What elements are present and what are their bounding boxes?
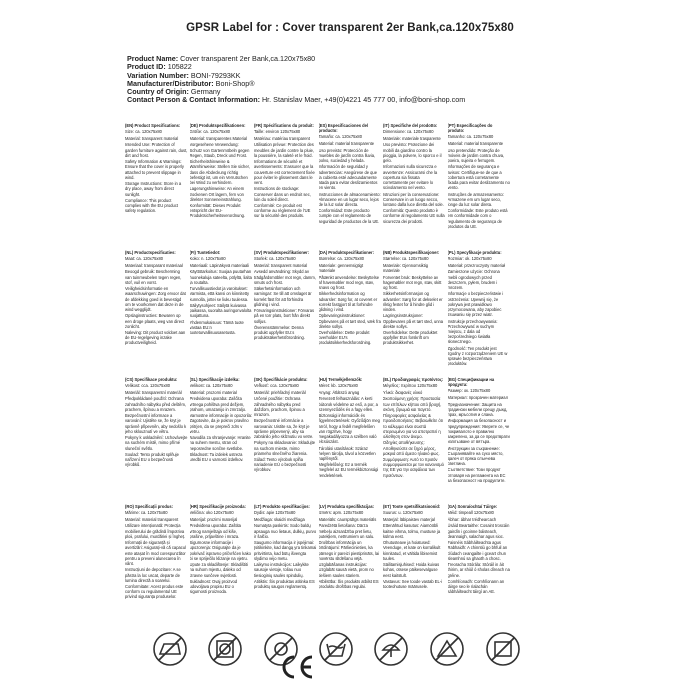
spec-block (512, 377, 577, 504)
spec-paragraph: Överensstämmelse: Denna produkt uppfyller EU:s produktsäkerhetsförordning. (254, 325, 305, 341)
spec-paragraph: Beoogd gebruik: Bescherming van tuinmeubelen tegen regen, stof, vuil en vorst. (125, 269, 182, 285)
do-not-wash-icon (317, 630, 355, 668)
spec-paragraph: Sikkerhedsinformation og advarsler: Sørg for, at coveret er korrekt fastgjort til at forhindre glidning i vind. (318, 291, 378, 312)
spec-block (448, 123, 513, 250)
spec-paragraph: Bezpečnostní informace a varování: Ujistěte se, že kryt je správně připevněn, aby nedošlo k jeho sklouznutí ve větru. (125, 413, 187, 434)
spec-heading: (EL) Προδιαγραφές προϊόντος: (383, 377, 444, 382)
do-not-iron-icon (151, 630, 189, 668)
spec-heading: (ES) Especificaciones del producto: (318, 123, 369, 134)
spec-paragraph: Matériau: matériau transparent (254, 135, 310, 141)
spec-block (190, 377, 255, 504)
spec-paragraph: Varnostne informacije in opozorila: Zagotovite, da je pokrov pravilno pritrjen, da se prepreči zdrs v vetru. (189, 413, 252, 434)
spec-paragraph: Paredzētā lietošana: Dārza mēbeļu aizsardzība pret lietu, putekļiem, netīrumiem un salu. (318, 523, 375, 539)
spec-block (319, 377, 384, 504)
spec-paragraph: Treoracha Stórála: Stóráil in áit thirim, ar shiúl ó sholas díreach na gréine. (447, 562, 510, 578)
spec-paragraph: Izmērs: apm. 120x75x80 (318, 510, 364, 516)
spec-paragraph: Mărime: ca. 120x75x80 (125, 510, 168, 516)
spec-paragraph: Tárolási utasítások: Száraz helyen tárolja, távol a közvetlen napfénytől. (318, 445, 376, 461)
spec-heading: (PL) Specyfikacje produktu: (447, 250, 502, 255)
spec-heading: (SV) Produktspecifikationer: (254, 250, 310, 255)
spec-paragraph: Sigurnosne informacije i upozorenja: Osigurajte da je pokrivač ispravno pričvršćen kako bi se spriječilo klizanje na vjetru. (189, 540, 251, 561)
spec-block (448, 250, 513, 377)
spec-paragraph: Informations de sécurité et avertissements: S'assurer que la couverture est correctement fixée pour éviter le glissement dans le vent. (254, 159, 315, 185)
spec-paragraph: Tamanho: ca. 120x75x80 (447, 134, 494, 140)
spec-block (125, 123, 190, 250)
spec-paragraph: Zgodność: Ten produkt jest zgodny z rozporządzeniem UE w sprawie bezpieczeństwa produktów. (447, 345, 508, 366)
spec-paragraph: Предназначение: Защита на градински мебели срещу дъжд, прах, мръсотия и слана. (447, 401, 508, 417)
spec-paragraph: Informacje o bezpieczeństwie i ostrzeżenia: Upewnij się, że pokrywa jest prawidłowo przymocowana, aby zapobiec zsuwaniu się przez wiatr. (447, 291, 504, 317)
spec-paragraph: Naleving: Dit product voldoet aan de EU-regelgeving inzake productveiligheid. (125, 330, 186, 346)
spec-paragraph: Material: transparent material (125, 135, 179, 141)
spec-block (383, 504, 448, 631)
spec-block (448, 504, 513, 631)
spec-paragraph: Saugumo informacija ir įspėjimai: Įsitikinkite, kad dangą yra tinkamai pritvirtinta, kad būtų išvengta slydimo vėjo metu. (254, 540, 317, 561)
spec-paragraph: Sicherheitshinweise & Warnhinweise: Stellen Sie sicher, dass die Abdeckung richtig befestigt ist, um ein Verrutschen bei Wind zu verhindern. (189, 159, 250, 185)
spec-paragraph: Bezpečnostné informácie a varovania: Uistite sa, že kryt je správne pripevnený, aby sa zabránilo jeho skĺznutiu vo vetre. (254, 418, 314, 439)
spec-paragraph: Материал: прозрачен материал (447, 394, 508, 400)
spec-block (190, 250, 255, 377)
spec-paragraph: Material: transparentes Material (189, 135, 248, 141)
spec-paragraph: Size: ca. 120x75x80 (125, 129, 162, 135)
spec-paragraph: Zamierzone użycie: Ochrona mebli ogrodowych przed deszczem, pyłem, brudem i mrozem. (447, 269, 500, 290)
spec-paragraph: Materiale: materiale trasparente (383, 135, 441, 141)
spec-paragraph: Vorgesehene Verwendung: Schutz von Gartenmöbeln gegen Regen, Staub, Dreck und Frost. (189, 142, 250, 158)
spec-paragraph: Konformität: Dieses Produkt entspricht der EU-Produktsicherheitsverordnung. (189, 203, 246, 219)
spec-paragraph: Sikkerhetsinformasjon og advarsler: Sørg for at dekselet er riktig festet for å hindre glid i vinden. (383, 291, 443, 312)
spec-paragraph: Veiligheidsinformatie en waarschuwingen: Zorg ervoor dat de afdekking goed is bevestigd om te voorkomen dat deze in de wind wegglijdt. (125, 286, 186, 312)
product-info-value: BONI-79293KK (188, 70, 241, 80)
spec-heading: (HR) Specifikacije proizvoda: (189, 504, 246, 509)
spec-paragraph: Maat: ca. 120x75x80 (125, 256, 164, 262)
spec-paragraph: Größe: ca. 120x75x80 (189, 129, 231, 135)
spec-paragraph: Forventet bruk: Beskyttelse av hagemøbler mot regn, støv, skitt og frost. (383, 274, 442, 290)
spec-paragraph: Conformità: Questo prodotto è conforme al regolamento UE sulla sicurezza dei prodotti. (383, 208, 445, 224)
spec-paragraph: Dimensione: ca. 120x75x80 (383, 129, 434, 135)
spec-paragraph: Ettenähtud kasutus: Aiamööbli kaitse vihma, tolmu, mustuse ja külma eest. (383, 523, 441, 539)
spec-paragraph: Información de seguridad y advertencias: Asegúrese de que la cubierta esté adecuadamente atada para evitar deslizamientos en viento. (318, 164, 378, 190)
product-info-value: Cover transparent 2er Bank,ca.120x75x80 (178, 54, 316, 63)
spec-paragraph: Størrelse: ca. 120x75x80 (318, 256, 365, 262)
spec-block (512, 250, 577, 377)
product-info-label: Manufacturer/Distributor: (127, 78, 214, 88)
spec-paragraph: Lagringsinstruksjoner: Oppbevares på et tørt sted, unna direkte sollys. (383, 313, 444, 329)
spec-paragraph: Materiál: priehľadný materiál (254, 389, 306, 395)
spec-heading: (NL) Productspecificaties: (125, 250, 176, 255)
spec-paragraph: Υλικό: διαφανές υλικό (383, 389, 423, 395)
spec-paragraph: Ábhar: ábhar trédhearcach (447, 516, 497, 522)
spec-heading: (RO) Specificații produs: (125, 504, 173, 509)
spec-paragraph: Säilytysohjeet: Säilytä kuivassa paikassa, suoralta auringonvalolta suojattuna. (189, 303, 252, 319)
spec-paragraph: Předpokládané použití: Ochrana zahradního nábytku před deštěm, prachem, špínou a mrazem. (125, 396, 186, 412)
spec-paragraph: Material: material transparent (125, 516, 179, 522)
specifications-grid (125, 123, 577, 631)
spec-paragraph: Materiaal: transparant materiaal (125, 262, 183, 268)
spec-paragraph: Suurus: u. 120x75x80 (383, 510, 423, 516)
spec-paragraph: Velikost: ca. 120x75x80 (189, 383, 233, 389)
spec-paragraph: Yhdenmukaisuus: Tämä tuote vastaa EU:n tuoteturvallisuusasetusta. (189, 320, 244, 336)
protect-from-rain-icon (372, 630, 410, 668)
spec-paragraph: Rozmiar: ok. 120x75x80 (447, 256, 492, 262)
spec-paragraph: Navodila za shranjevanje: Hranite na suhem mestu, stran od neposredne sončne svetlobe. (189, 435, 251, 451)
spec-paragraph: Uso previsto: Protezione dei mobili da giardino contro la pioggia, la polvere, lo sporco e il gelo. (383, 142, 442, 163)
spec-block (383, 250, 448, 377)
spec-heading: (NB) Produktspesifikasjoner: (383, 250, 440, 255)
spec-paragraph: Materjal: läbipaistev materjal (383, 516, 435, 522)
spec-paragraph: Pokyny na skladovanie: Skladujte na suchom mieste, mimo priameho slnečného žiarenia. (254, 440, 315, 456)
spec-paragraph: Informazioni sulla sicurezza e avvertenze: Assicurarsi che la copertura sia fissata correttamente per evitare lo scivolamento nel vento. (383, 164, 438, 190)
spec-paragraph: Käyttötarkoitus: Suojaa puutarhan huonekaluja sateelta, pölyltä, lialta ja routalta. (189, 269, 252, 285)
spec-paragraph: Förvaringsinstruktioner: Förvaras på en torr plats, bort från direkt solljus. (254, 308, 315, 324)
spec-heading: (ET) Toote spetsifikatsioonid: (383, 504, 441, 509)
spec-paragraph: Numatyta paskirtis: Sodo baldų apsauga nuo lietaus, dulkių, purvo ir šalčio. (254, 523, 317, 539)
spec-paragraph: Upute za skladištenje: Skladištiti na suhom mjestu, daleko od izravne sunčeve svjetlosti. (189, 562, 248, 578)
spec-heading: (LT) Produkto specifikacijos: (254, 504, 310, 509)
product-info-row (127, 96, 465, 104)
spec-paragraph: Σκοπούμενη χρήση: Προστασία των επίπλων κήπου από βροχή, σκόνη, βρωμιά και παγετό. (383, 396, 442, 412)
spec-paragraph: Informações de segurança e avisos: Certifique-se de que a cobertura está corretamente fixada para evitar deslizamento no vento. (447, 164, 510, 190)
spec-paragraph: Sukladnost: Ovaj proizvod udovoljava propisu EU o sigurnosti proizvoda. (189, 579, 238, 595)
spec-paragraph: Materiale: gennemsigtigt materiale (318, 262, 364, 273)
spec-paragraph: Veľkosť: cca. 120x75x80 (254, 383, 299, 389)
spec-block (448, 377, 513, 504)
spec-paragraph: Soulad: Tento produkt splňuje nařízení EU o bezpečnosti výrobků. (125, 452, 179, 468)
product-info-label: Product Name: (127, 54, 179, 63)
spec-row (125, 377, 577, 504)
spec-paragraph: Съответствие: Този продукт отговаря на регламента на ЕС за безопасност на продуктите. (447, 467, 506, 483)
spec-paragraph: Comhlíonadh: Comhlíonann an táirge seo le rialachán sábháilteacht táirgí an AE. (447, 579, 505, 595)
spec-paragraph: Instrucțiuni de depozitare: A se păstra la loc uscat, departe de lumina directă a soarelui. (125, 567, 181, 583)
spec-paragraph: Συμμόρφωση: Αυτό το προϊόν συμμορφώνεται με τον κανονισμό της ΕΕ για την ασφάλεια των προϊόντων. (383, 457, 444, 478)
spec-heading: (SL) Specifikacije izdelka: (189, 377, 240, 382)
spec-heading: (PT) Especificações do produto: (447, 123, 493, 134)
spec-paragraph: Conformidade: Este produto está em conformidade com o regulamento de segurança de produtos da UE. (447, 208, 508, 229)
no-bleach-icon (428, 630, 466, 668)
spec-block (190, 504, 255, 631)
spec-paragraph: Instruções de armazenamento: Armazene em um lugar seco, longe da luz solar direta. (447, 191, 504, 207)
spec-paragraph: Pokyny k uskladnění: Uchovávejte na suchém místě, mimo přímé sluneční světlo. (125, 435, 188, 451)
spec-block (319, 123, 384, 250)
spec-paragraph: Vastavus: See toode vastab EL-i tooteohutuse määrusele. (383, 579, 443, 590)
spec-block (319, 504, 384, 631)
spec-paragraph: Informații de siguranță și avertizări: Asigurați-vă că capacul este atașat în mod corespunzător pentru a preveni alunecarea în vânt. (125, 540, 186, 566)
spec-paragraph: Predviđena uporaba: Zaštita vrtnog namještaja od kiše, prašine, prljavštine i mraza. (189, 523, 241, 539)
spec-paragraph: Koko: n. 120x75x80 (189, 256, 226, 262)
spec-paragraph: Drošības informācija un brīdinājumi: Pārliecinieties, ka pārsegs ir pareizi piestiprināts, lai novērstu slīdēšanu vējā. (318, 540, 380, 561)
spec-paragraph: Tamaño: ca. 120x75x80 (318, 134, 362, 140)
spec-paragraph: Storlek: ca. 120x75x80 (254, 256, 296, 262)
spec-paragraph: Conformitate: Acest produs este conform cu regulamentul UE privind siguranța produselor. (125, 584, 184, 600)
spec-paragraph: Určené použitie: Ochrana záhradného nábytku pred dažďom, prachom, špinou a mrazom. (254, 396, 305, 417)
spec-heading: (IT) Specifiche del prodotto: (383, 123, 438, 128)
product-info-value: 105822 (165, 62, 192, 72)
spec-heading: (DE) Produktspezifikationen: (189, 123, 246, 128)
spec-paragraph: Ohutusteave ja hoiatused: Veenduge, et kate on korralikult kinnitatud, et vältida libisemist tuules. (383, 540, 441, 561)
spec-paragraph: Úsáid Beartaithe: Cosaint troscáin gairdín i gcoinne báisteach, deannaigh, salachar agus sioc. (447, 523, 510, 539)
spec-paragraph: Materiaali: Läpinäkyvä materiaali (189, 262, 250, 268)
spec-paragraph: Uso pretendido: Proteção de móveis de jardim contra chuva, poeira, sujeira e ferrugem. (447, 147, 505, 163)
spec-heading: (SK) Špecifikácie produktu: (254, 377, 308, 382)
spec-block (125, 377, 190, 504)
spec-paragraph: Veličina: oko 120x75x80 (189, 510, 234, 516)
spec-paragraph: Compliance: This product complies with the EU product safety regulation. (125, 198, 179, 214)
spec-paragraph: Säilitamisjuhised: Hoida kuivas kohas, otsese päikesevalguse eest kaitstult. (383, 562, 440, 578)
spec-paragraph: Materiāls: caurspīdīgs materiāls (318, 516, 377, 522)
spec-paragraph: Säkerhetsinformation och varningar: Se till att omslaget är korrekt fäst för att förhindra glidning i vind. (254, 286, 312, 307)
spec-paragraph: Material: material transparente (318, 140, 375, 146)
spec-paragraph: Megfelelőség: Ez a termék megfelel az EU termékbiztonsági rendeletének. (318, 462, 379, 478)
spec-paragraph: Materiał: przezroczysty materiał (447, 262, 506, 268)
spec-block (254, 250, 319, 377)
spec-paragraph: Materijal: prozirni materijal (189, 516, 238, 522)
spec-paragraph: Méid: timpeall 120x75x80 (447, 510, 494, 516)
spec-block (190, 123, 255, 250)
spec-paragraph: Faisnéis Sábháilteachta agus Rabhaidh: A chinntiú go bhfuil an clúdach ceangailte i gceart chun sleamhnú sa ghaoth a chosc. (447, 540, 508, 561)
spec-paragraph: Predvidena uporaba: Zaščita vrtnega pohištva pred dežjem, prahom, umazanijo in zmrzaljo. (189, 396, 247, 412)
spec-paragraph: Safety Information & Warnings: Ensure that the cover is properly attached to prevent slippage in wind. (125, 159, 184, 180)
product-info-label: Contact Person & Contact Information: (127, 95, 260, 105)
spec-block (383, 377, 448, 504)
spec-paragraph: Instructions de stockage: Conserver dans un endroit sec, loin du soleil direct. (254, 186, 311, 202)
spec-paragraph: Material: prozorni material (189, 389, 237, 395)
product-info (127, 55, 465, 105)
product-info-value: Germany (188, 87, 221, 97)
spec-heading: (CS) Specifikace produktu: (125, 377, 178, 382)
spec-paragraph: Οδηγίες αποθήκευσης: Αποθηκεύστε σε ξηρό μέρος, μακριά από άμεσο ηλιακό φως. (383, 440, 440, 456)
spec-paragraph: Overholdelse: Dette produkt overholder EU's produktsikkerhedsforordning. (318, 330, 372, 346)
spec-paragraph: Opbevaringsinstruktioner: Opbevares på et tørt sted, væk fra direkte sollys. (318, 313, 381, 329)
spec-paragraph: Materiál: transparentní materiál (125, 389, 182, 395)
product-info-value: Boni-Shop® (213, 78, 255, 88)
product-info-value: Hr. Stanislav Maer, +49(0)4221 45 777 00, info@boni-shop.com (259, 95, 466, 105)
spec-paragraph: Conformidad: Este producto cumple con el reglamento de seguridad de productos de la UE. (318, 208, 380, 224)
spec-paragraph: Istruzioni per la conservazione: Conservare in un luogo secco, lontano dalla luce diretta del sole. (383, 191, 444, 207)
spec-paragraph: Avsedd användning: Skydd av trädgårdsmöbler mot regn, damm, smuts och frost. (254, 269, 316, 285)
spec-paragraph: Πληροφορίες ασφαλείας & προειδοποιήσεις: Βεβαιωθείτε ότι το κάλυμμα είναι σωστά στερεωμένο για να αποτραπεί η ολίσθηση στον άνεμο. (383, 413, 444, 439)
spec-block (125, 504, 190, 631)
ce-mark-icon (281, 653, 315, 681)
spec-block (254, 377, 319, 504)
page-title: GPSR Label for : Cover transparent 2er Bank,ca.120x75x80 (186, 22, 514, 34)
spec-heading: (EN) Product Specifications: (125, 123, 181, 128)
spec-paragraph: Dydis: apie 120x75x80 (254, 510, 296, 516)
spec-paragraph: Tervezett felhasználás: A kerti bútorok védelme az eső, a por, a szennyeződés és a fagy ellen. (318, 396, 378, 412)
spec-row (125, 250, 577, 377)
product-info-label: Product ID: (127, 62, 166, 72)
spec-heading: (GA) Sonraíochtaí Táirge: (447, 504, 498, 509)
spec-paragraph: Méret: kb. 120x75x80 (318, 383, 358, 389)
spec-paragraph: Uso previsto: Protección de muebles de jardín contra lluvia, polvo, suciedad y helada. (318, 147, 376, 163)
spec-row (125, 504, 577, 631)
spec-row (125, 123, 577, 250)
spec-paragraph: Material: transparent material (254, 262, 308, 268)
spec-heading: (FI) Tuotetiedot: (189, 250, 221, 255)
spec-paragraph: Atitiktis: Šis produktas atitinka ES produktų saugos reglamentą. (254, 579, 315, 590)
do-not-tumble-dry-icon (206, 630, 244, 668)
product-info-label: Variation Number: (127, 70, 189, 80)
spec-block (319, 250, 384, 377)
spec-paragraph: Medžiaga: skaidri medžiaga (254, 516, 305, 522)
spec-paragraph: Размер: ок. 120x75x80 (447, 388, 491, 394)
spec-block (512, 504, 577, 631)
care-symbols (0, 630, 700, 670)
spec-paragraph: Material: material transparente (447, 140, 504, 146)
spec-paragraph: Velikost: cca. 120x75x80 (125, 383, 171, 389)
spec-block (254, 123, 319, 250)
spec-paragraph: Utilisation prévue: Protection des meubles de jardin contre la pluie, la poussière, la saleté et le froid. (254, 142, 315, 158)
spec-paragraph: Påtænkt anvendelse: Beskyttelse af havemøbler mod regn, støv, snavs og frost. (318, 274, 380, 290)
spec-paragraph: Turvallisuustiedot ja varoitukset: Varmista, että kansi on kiinnitetty kunnolla, jottei se liuku tuulessa. (189, 286, 250, 302)
spec-paragraph: Conformité: Ce produit est conforme au règlement de l'UE sur la sécurité des produits. (254, 203, 311, 219)
spec-paragraph: Storage Instructions: Store in a dry place, away from direct sunlight. (125, 181, 182, 197)
spec-paragraph: Taille: environ 120x75x80 (254, 129, 301, 135)
spec-paragraph: Skladnost: Ta izdelek ustreza uredbi EU o varnosti izdelkov. (189, 452, 244, 463)
spec-heading: (LV) Produkta specifikācijas: (318, 504, 375, 509)
spec-block (254, 504, 319, 631)
spec-paragraph: Lagerungshinweise: An einem trockenen Ort lagern, fern von direkter Sonneneinstrahlung. (189, 186, 245, 202)
spec-heading: (FR) Spécifications du produit: (254, 123, 314, 128)
product-info-label: Country of Origin: (127, 87, 189, 97)
spec-paragraph: Súlad: Tento výrobok spĺňa nariadenie EÚ o bezpečnosti výrobkov. (254, 457, 307, 473)
spec-heading: (BG) Спецификации на продукта: (447, 377, 495, 388)
spec-paragraph: Instrucciones de almacenamiento: Almacene en un lugar seco, lejos de la luz solar directa. (318, 191, 381, 207)
spec-heading: (HU) Termékjellemzők: (318, 377, 363, 382)
spec-paragraph: Materiale: Gjennomsiktig materiale (383, 262, 429, 273)
spec-paragraph: Opslaginstructies: Bewaren op een droge plaats, weg van direct zonlicht. (125, 313, 185, 329)
spec-paragraph: Instrukcje przechowywania: Przechowywać w suchym miejscu, z dala od bezpośredniego światła słonecznego. (447, 318, 498, 344)
spec-paragraph: Anyag: Átlátszó anyag (318, 389, 360, 395)
spec-paragraph: Uzglabāšanas instrukcijas: Uzglabāt sausā vietā, prom no tiešiem saules stariem. (318, 562, 374, 578)
spec-paragraph: Størrelse: ca. 120x75x80 (383, 256, 429, 262)
spec-paragraph: Atbilstība: Šis produkts atbilst ES produktu drošības regulai. (318, 579, 379, 590)
spec-block (383, 123, 448, 250)
no-dryer-icon (484, 630, 522, 668)
spec-paragraph: Biztonsági információk és figyelmeztetések: Győződjön meg arról, hogy a fedél megfelelően van rögzítve, hogy megakadályozza a szélben való elcsúszást. (318, 413, 380, 444)
spec-block (512, 123, 577, 250)
spec-paragraph: Информация за безопасност и предупреждения: Уверете се, че покривалото е правилно закрепено, за да се предотврати изплъзване от вятъра. (447, 418, 510, 444)
spec-heading: (DA) Produktspecifikationer: (318, 250, 374, 255)
spec-paragraph: Intended Use: Protection of garden furniture against rain, dust, dirt and frost. (125, 142, 188, 158)
spec-paragraph: Инструкции за съхранение: Съхранявайте на сухо място, далеч от пряка слънчева светлина. (447, 445, 504, 466)
spec-paragraph: Utilizare intenționată: Protecția mobilierului de grădină împotriva ploii, prafului, murdăriei și îngheț. (125, 523, 186, 539)
spec-block (125, 250, 190, 377)
spec-paragraph: Overholdelse: Dette produktet oppfyller EUs forskrift om produktsikkerhet. (383, 330, 438, 346)
spec-paragraph: Μέγεθος: περίπου 120x75x80 (383, 383, 438, 389)
spec-paragraph: Laikymo instrukcijos: Laikykite sausoje vietoje, toliau nuo tiesioginių saulės spindulių. (254, 562, 309, 578)
